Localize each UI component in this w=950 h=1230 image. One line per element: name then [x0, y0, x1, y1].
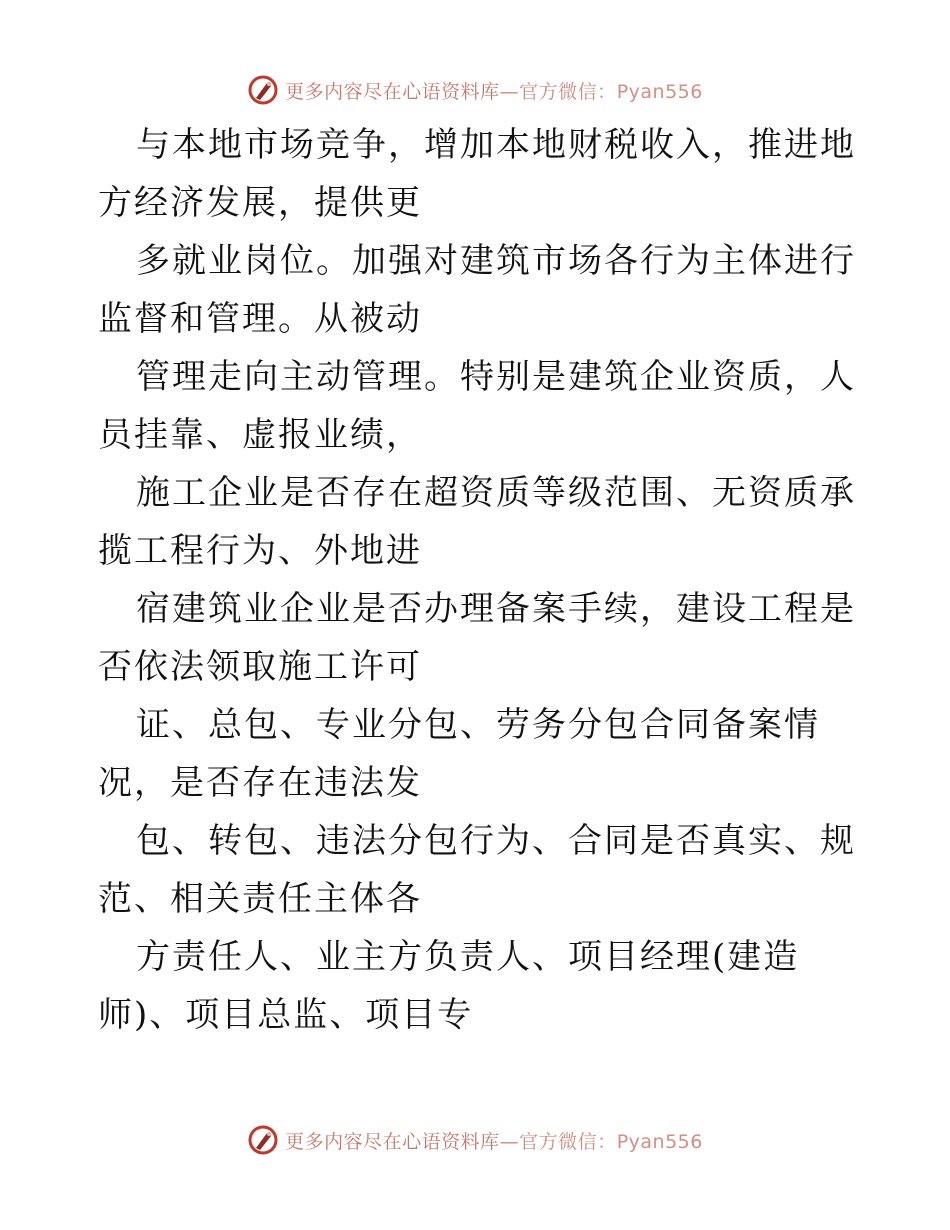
paragraph: 施工企业是否存在超资质等级范围、无资质承揽工程行为、外地进	[98, 473, 856, 571]
pen-logo-icon	[247, 1124, 279, 1156]
watermark-handle: Pyan556	[616, 1130, 703, 1153]
watermark-brand: 更多内容尽在心语资料库	[285, 80, 500, 103]
footer-watermark	[0, 1120, 950, 1160]
paragraph: 与本地市场竞争，增加本地财税收入，推进地方经济发展，提供更	[98, 125, 856, 223]
pen-logo-icon	[247, 74, 279, 106]
paragraph: 管理走向主动管理。特别是建筑企业资质，人员挂靠、虚报业绩，	[98, 357, 856, 455]
watermark-brand: 更多内容尽在心语资料库	[285, 1130, 500, 1153]
watermark-text	[285, 1127, 703, 1154]
paragraph: 证、总包、专业分包、劳务分包合同备案情况，是否存在违法发	[98, 705, 820, 803]
paragraph: 多就业岗位。加强对建筑市场各行为主体进行监督和管理。从被动	[98, 241, 856, 339]
watermark-handle: Pyan556	[616, 80, 703, 103]
watermark-text	[285, 77, 703, 104]
watermark-suffix: —官方微信：	[499, 1130, 617, 1153]
header-watermark	[0, 70, 950, 110]
document-body	[98, 116, 858, 1044]
paragraph: 方责任人、业主方负责人、项目经理(建造师)、项目总监、项目专	[98, 937, 800, 1035]
paragraph: 宿建筑业企业是否办理备案手续，建设工程是否依法领取施工许可	[98, 589, 856, 687]
watermark-suffix: —官方微信：	[499, 80, 617, 103]
paragraph: 包、转包、违法分包行为、合同是否真实、规范、相关责任主体各	[98, 821, 856, 919]
